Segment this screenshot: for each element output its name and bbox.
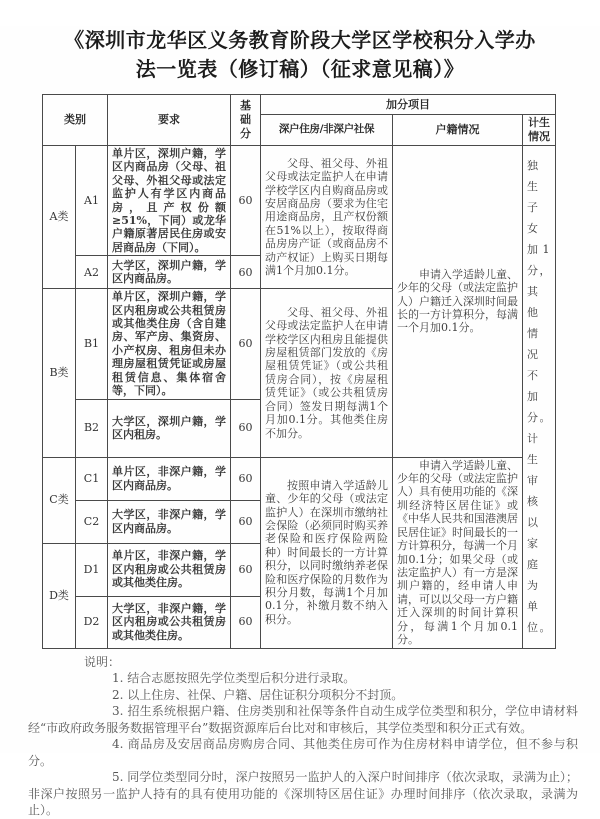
cell-a1-requirement: 单片区，深圳户籍，学区内商品房（父母、祖父母、外祖父母或法定监护人有学区内商品房，且产权份额≥51%，下同）或龙华户籍原著居民住房或安居商品房（下同）。: [108, 146, 231, 256]
cell-c1-requirement: 单片区，非深户籍，学区内商品房。: [108, 457, 231, 500]
cell-c1-base-score: 60: [231, 457, 261, 500]
cell-ab-household-bonus: 申请入学适龄儿童、少年的父母（或法定监护人）户籍迁入深圳时间最长的一方计算积分，每满一个月加0.1分。: [393, 146, 523, 458]
cell-d2-requirement: 大学区，非深户籍，学区内租房或公共租赁房或其他类住房。: [108, 596, 231, 648]
note-item-2: 2. 以上住房、社保、户籍、居住证积分项积分不封顶。: [112, 687, 404, 702]
cell-d2-base-score: 60: [231, 596, 261, 648]
cell-d1-base-score: 60: [231, 543, 261, 596]
cell-b2-base-score: 60: [231, 399, 261, 457]
cell-b-housing-bonus: 父母、祖父母、外祖父母或法定监护人在申请学校学区内租房且能提供房屋租赁部门发放的《房屋租赁凭证》（或公共租赁房合同），按《房屋租赁凭证》（或公共租赁房合同）签发日期每满1个月加0.1分。其他类住房不加分。: [261, 289, 393, 457]
admission-points-table: [42, 94, 556, 649]
code-a1: A1: [76, 146, 108, 256]
header-base-score: 基础分: [231, 95, 261, 146]
code-d1: D1: [76, 543, 108, 596]
code-d2: D2: [76, 596, 108, 648]
code-b1: B1: [76, 289, 108, 399]
cell-a2-requirement: 大学区，深圳户籍，学区内商品房。: [108, 256, 231, 289]
cell-b2-requirement: 大学区，深圳户籍，学区内租房。: [108, 399, 231, 457]
group-label-c: C类: [43, 457, 76, 543]
code-c2: C2: [76, 500, 108, 543]
cell-family-planning-bonus: 独生子女加1分，其他情况不加分。计生审核以家庭为单位。: [523, 146, 556, 649]
group-label-d: D类: [43, 543, 76, 648]
note-item-5: 5. 同学位类型同分时，深户按照另一监护人的入深户时间排序（依次录取，录满为止）；非深户按照另一监护人持有的具有使用功能的《深圳特区居住证》办理时间排序（依次录取，录满为止）。: [28, 770, 578, 817]
header-requirement: 要求: [108, 95, 231, 146]
table-row-a1: [43, 146, 556, 256]
code-a2: A2: [76, 256, 108, 289]
header-housing-social: 深户住房/非深户社保: [261, 115, 393, 146]
table-row-c1: [43, 457, 556, 500]
cell-c2-base-score: 60: [231, 500, 261, 543]
cell-a-housing-bonus: 父母、祖父母、外祖父母或法定监护人在申请学校学区内自购商品房或安居商品房（要求为住宅用途商品房，且产权份额在51%以上），按取得商品房房产证（或商品房不动产权证）上购买日期每满1个月加0.1分。: [261, 146, 393, 289]
cell-b1-requirement: 单片区，深圳户籍，学区内租房或公共租赁房或其他类住房（含自建房、军产房、集资房、小产权房、租房但未办理房屋租赁凭证或房屋租赁信息、集体宿舍等，下同）。: [108, 289, 231, 399]
cell-c2-requirement: 大学区，非深户籍，学区内商品房。: [108, 500, 231, 543]
page-title: 《深圳市龙华区义务教育阶段大学区学校积分入学办法一览表（修订稿）（征求意见稿）》: [64, 28, 536, 81]
note-item-1: 1. 结合志愿按照先学位类型后积分进行录取。: [112, 671, 356, 685]
group-label-b: B类: [43, 289, 76, 457]
code-c1: C1: [76, 457, 108, 500]
header-row-1: [43, 95, 556, 115]
notes-section: [28, 654, 578, 819]
cell-a1-base-score: 60: [231, 146, 261, 256]
note-item-4: 4. 商品房及安居商品房购房合同、其他类住房可作为住房材料申请学位，但不参与积分。: [28, 737, 578, 768]
header-household: 户籍情况: [393, 115, 523, 146]
cell-cd-household-bonus: 申请入学适龄儿童、少年的父母（或法定监护人）具有使用功能的《深圳经济特区居住证》或《中华人民共和国港澳居民居住证》时间最长的一方计算积分，每满一个月加0.1分；如果父母（或法定监护人）有一方是深圳户籍的，经申请人申请，可以以父母一方户籍迁入深圳的时间计算积分，每满1个月加0.1分。: [393, 457, 523, 648]
group-label-a: A类: [43, 146, 76, 289]
code-b2: B2: [76, 399, 108, 457]
header-family-planning: 计生情况: [523, 115, 556, 146]
note-item-3: 3. 招生系统根据户籍、住房类别和社保等条件自动生成学位类型和积分，学位申请材料经“市政府政务服务数据管理平台”数据资源库后台比对和审核后，其学位类型和积分正式有效。: [28, 704, 578, 735]
header-bonus-items: 加分项目: [261, 95, 556, 115]
cell-a2-base-score: 60: [231, 256, 261, 289]
cell-cd-social-bonus: 按照申请入学适龄儿童、少年的父母（或法定监护人）在深圳市缴纳社会保险（必须同时购买养老保险和医疗保险两险种）时间最长的一方计算积分，以同时缴纳养老保险和医疗保险的月数作为积分月数，每满1个月加0.1分，补缴月数不纳入积分。: [261, 457, 393, 648]
cell-b1-base-score: 60: [231, 289, 261, 399]
cell-d1-requirement: 单片区，非深户籍，学区内租房或公共租赁房或其他类住房。: [108, 543, 231, 596]
document-page: [0, 26, 600, 817]
notes-label: 说明：: [84, 654, 121, 669]
header-category: 类别: [43, 95, 108, 146]
